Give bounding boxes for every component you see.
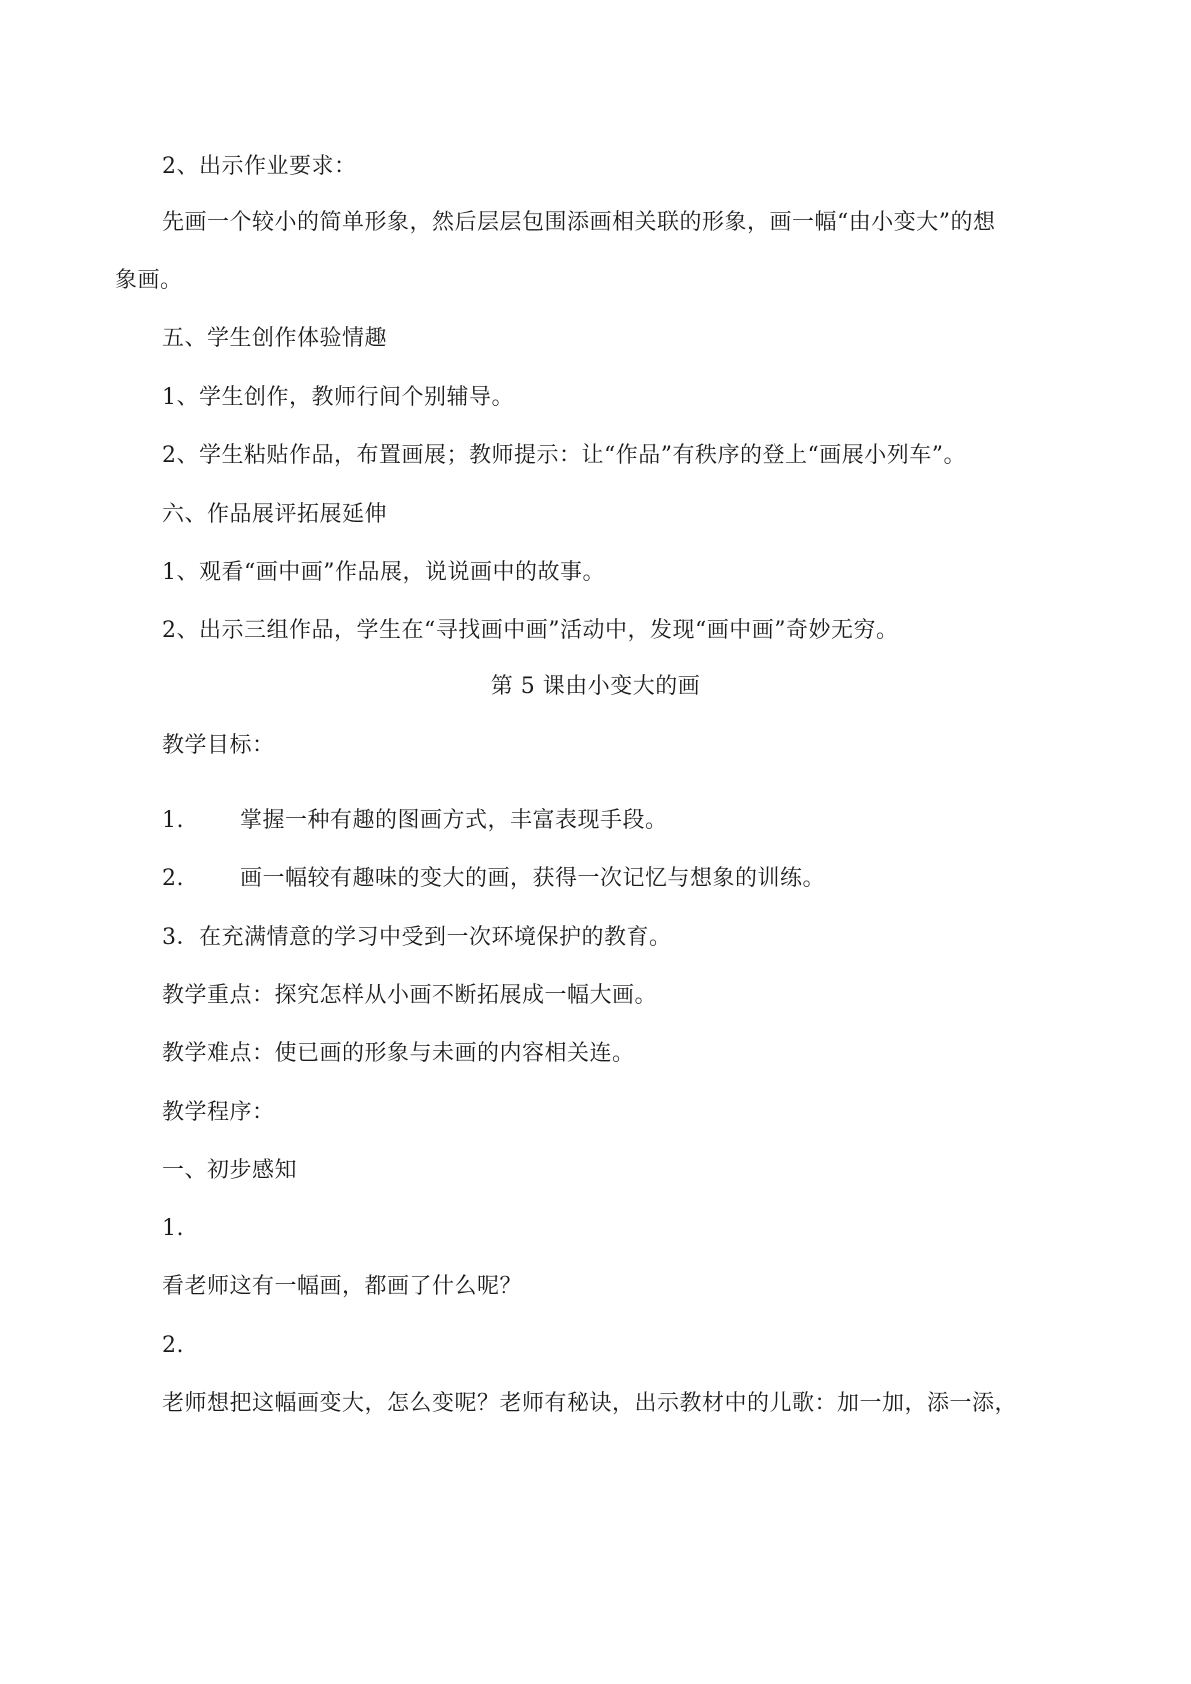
paragraph: 教学重点：探究怎样从小画不断拓展成一幅大画。 — [162, 983, 658, 1008]
paragraph: 老师想把这幅画变大，怎么变呢？老师有秘诀，出示教材中的儿歌：加一加，添一添， — [162, 1391, 1018, 1416]
paragraph: 2、出示作业要求： — [162, 154, 357, 179]
paragraph: 3．在充满情意的学习中受到一次环境保护的教育。 — [162, 925, 672, 950]
section-heading: 五、学生创作体验情趣 — [162, 326, 388, 351]
paragraph: 2、学生粘贴作品，布置画展；教师提示：让“作品”有秩序的登上“画展小列车”。 — [162, 443, 966, 468]
objective-item — [162, 806, 668, 836]
list-number: 1. — [162, 1216, 184, 1241]
paragraph: 象画。 — [115, 268, 183, 293]
list-number: 1. — [162, 808, 184, 833]
lesson-title: 第 5 课由小变大的画 — [490, 674, 701, 699]
list-text: 掌握一种有趣的图画方式，丰富表现手段。 — [240, 808, 668, 833]
paragraph: 2、出示三组作品，学生在“寻找画中画”活动中，发现“画中画”奇妙无穷。 — [162, 618, 899, 643]
paragraph: 教学难点：使已画的形象与未画的内容相关连。 — [162, 1041, 635, 1066]
list-text: 画一幅较有趣味的变大的画，获得一次记忆与想象的训练。 — [240, 866, 826, 891]
section-heading: 一、初步感知 — [162, 1158, 298, 1183]
paragraph: 教学程序： — [162, 1100, 275, 1125]
list-number: 2. — [162, 866, 184, 891]
paragraph: 看老师这有一幅画，都画了什么呢？ — [162, 1274, 523, 1299]
objective-item — [162, 864, 825, 894]
paragraph: 1、观看“画中画”作品展，说说画中的故事。 — [162, 560, 605, 585]
section-heading: 六、作品展评拓展延伸 — [162, 502, 388, 527]
paragraph: 教学目标： — [162, 733, 275, 758]
list-number: 2. — [162, 1333, 184, 1358]
paragraph: 先画一个较小的简单形象，然后层层包围添画相关联的形象，画一幅“由小变大”的想 — [162, 210, 996, 235]
paragraph: 1、学生创作，教师行间个别辅导。 — [162, 385, 514, 410]
